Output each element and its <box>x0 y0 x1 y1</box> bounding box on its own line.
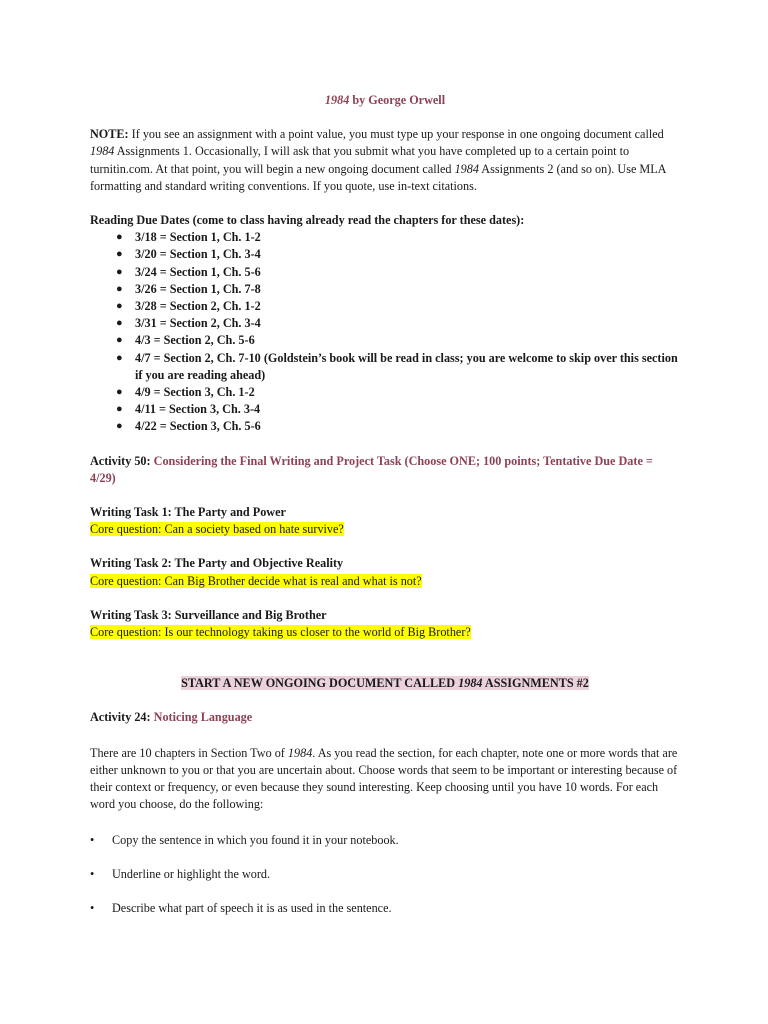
due-item <box>116 229 680 246</box>
due-item-text: 3/24 = Section 1, Ch. 5-6 <box>135 264 261 279</box>
list-item <box>90 832 680 849</box>
bullet-icon: ● <box>116 231 123 244</box>
activity-24-heading <box>90 709 680 726</box>
core-question: Core question: Is our technology taking us closer to the world of Big Brother? <box>90 625 471 640</box>
writing-task-title: Writing Task 2: The Party and Objective Reality <box>90 556 344 571</box>
bullet-icon: • <box>90 832 95 847</box>
activity-24-label: Activity 24: <box>90 710 154 725</box>
due-item-text: 4/11 = Section 3, Ch. 3-4 <box>135 402 261 417</box>
due-item-text: 3/31 = Section 2, Ch. 3-4 <box>135 316 261 331</box>
bullet-icon: ● <box>116 420 123 433</box>
due-item <box>116 350 680 384</box>
banner-text-before: START A NEW ONGOING DOCUMENT CALLED <box>181 676 459 691</box>
note-text-1: If you see an assignment with a point value, you must type up your response in one ongoing document called <box>128 127 664 142</box>
activity-24-title: Noticing Language <box>153 710 253 725</box>
bullet-icon: • <box>90 900 95 915</box>
intro-paragraph <box>90 745 680 814</box>
banner-text-after: ASSIGNMENTS #2 <box>482 676 589 691</box>
due-item <box>116 298 680 315</box>
bullet-icon: ● <box>116 300 123 313</box>
title-italic: 1984 <box>324 93 350 107</box>
document-title <box>90 92 680 109</box>
due-item <box>116 315 680 332</box>
bullet-icon: ● <box>116 265 123 278</box>
bullet-icon: ● <box>116 351 123 364</box>
bullet-icon: ● <box>116 386 123 399</box>
note-italic-2: 1984 <box>454 161 479 176</box>
title-rest: by George Orwell <box>349 93 446 107</box>
bullet-icon: ● <box>116 248 123 261</box>
note-label: NOTE: <box>90 127 129 142</box>
due-item <box>116 384 680 401</box>
due-item-text: 3/18 = Section 1, Ch. 1-2 <box>135 230 261 245</box>
bullet-icon: ● <box>116 282 123 295</box>
writing-task-title: Writing Task 3: Surveillance and Big Brother <box>90 607 327 622</box>
new-document-banner <box>90 675 680 692</box>
bullet-icon: ● <box>116 317 123 330</box>
step-text: Underline or highlight the word. <box>112 866 271 881</box>
due-item-text: 4/3 = Section 2, Ch. 5-6 <box>135 333 255 348</box>
activity-50-title: Considering the Final Writing and Project Task (Choose ONE; 100 points; Tentative Due Date = 4/29) <box>90 453 653 485</box>
due-item-text: 4/7 = Section 2, Ch. 7-10 (Goldstein’s book will be read in class; you are welcome to skip over this section if you are reading ahead) <box>135 350 678 382</box>
due-item-text: 4/22 = Section 3, Ch. 5-6 <box>135 419 261 434</box>
reading-heading <box>90 212 680 229</box>
writing-task-2 <box>90 555 680 589</box>
due-item <box>116 332 680 349</box>
step-text: Describe what part of speech it is as used in the sentence. <box>112 900 392 915</box>
list-item <box>90 866 680 883</box>
bullet-icon: ● <box>116 403 123 416</box>
due-item <box>116 401 680 418</box>
note-paragraph <box>90 126 680 195</box>
intro-italic: 1984 <box>287 745 313 760</box>
due-item <box>116 418 680 435</box>
bullet-icon: ● <box>116 334 123 347</box>
due-item-text: 3/20 = Section 1, Ch. 3-4 <box>135 247 261 262</box>
activity-50-heading <box>90 453 680 487</box>
due-item-text: 3/26 = Section 1, Ch. 7-8 <box>135 281 261 296</box>
intro-text-1: There are 10 chapters in Section Two of <box>90 745 288 760</box>
banner-italic: 1984 <box>458 676 483 691</box>
due-item-text: 4/9 = Section 3, Ch. 1-2 <box>135 385 255 400</box>
steps-list <box>90 832 680 918</box>
banner-highlight <box>181 676 589 690</box>
intro-text-2: . As you read the section, for each chapter, note one or more words that are either unknown to you or that you are uncertain about. Choose words that seem to be important or interesting because of their context or frequency, or even because they sound interesting. Keep choosing until you have 10 words. For each word you choose, do the following: <box>90 745 678 812</box>
writing-task-1 <box>90 504 680 538</box>
note-text-3: Assignments 2 (and so on). Use MLA formatting and standard writing conventions. If you quote, use in-text citations. <box>90 161 666 193</box>
due-item <box>116 264 680 281</box>
reading-due-list <box>90 229 680 435</box>
due-item <box>116 281 680 298</box>
note-text-2: Assignments 1. Occasionally, I will ask that you submit what you have completed up to a certain point to turnitin.com. At that point, you will begin a new ongoing document called <box>90 144 630 176</box>
step-text: Copy the sentence in which you found it in your notebook. <box>112 832 399 847</box>
core-question: Core question: Can Big Brother decide what is real and what is not? <box>90 573 422 588</box>
note-italic-1: 1984 <box>90 144 115 159</box>
list-item <box>90 900 680 917</box>
writing-task-3 <box>90 607 680 641</box>
reading-heading-text: Reading Due Dates (come to class having already read the chapters for these dates): <box>90 213 525 228</box>
core-question: Core question: Can a society based on hate survive? <box>90 522 344 537</box>
bullet-icon: • <box>90 866 95 881</box>
writing-task-title: Writing Task 1: The Party and Power <box>90 505 286 520</box>
activity-50-label: Activity 50: <box>90 453 154 468</box>
due-item-text: 3/28 = Section 2, Ch. 1-2 <box>135 299 261 314</box>
due-item <box>116 246 680 263</box>
